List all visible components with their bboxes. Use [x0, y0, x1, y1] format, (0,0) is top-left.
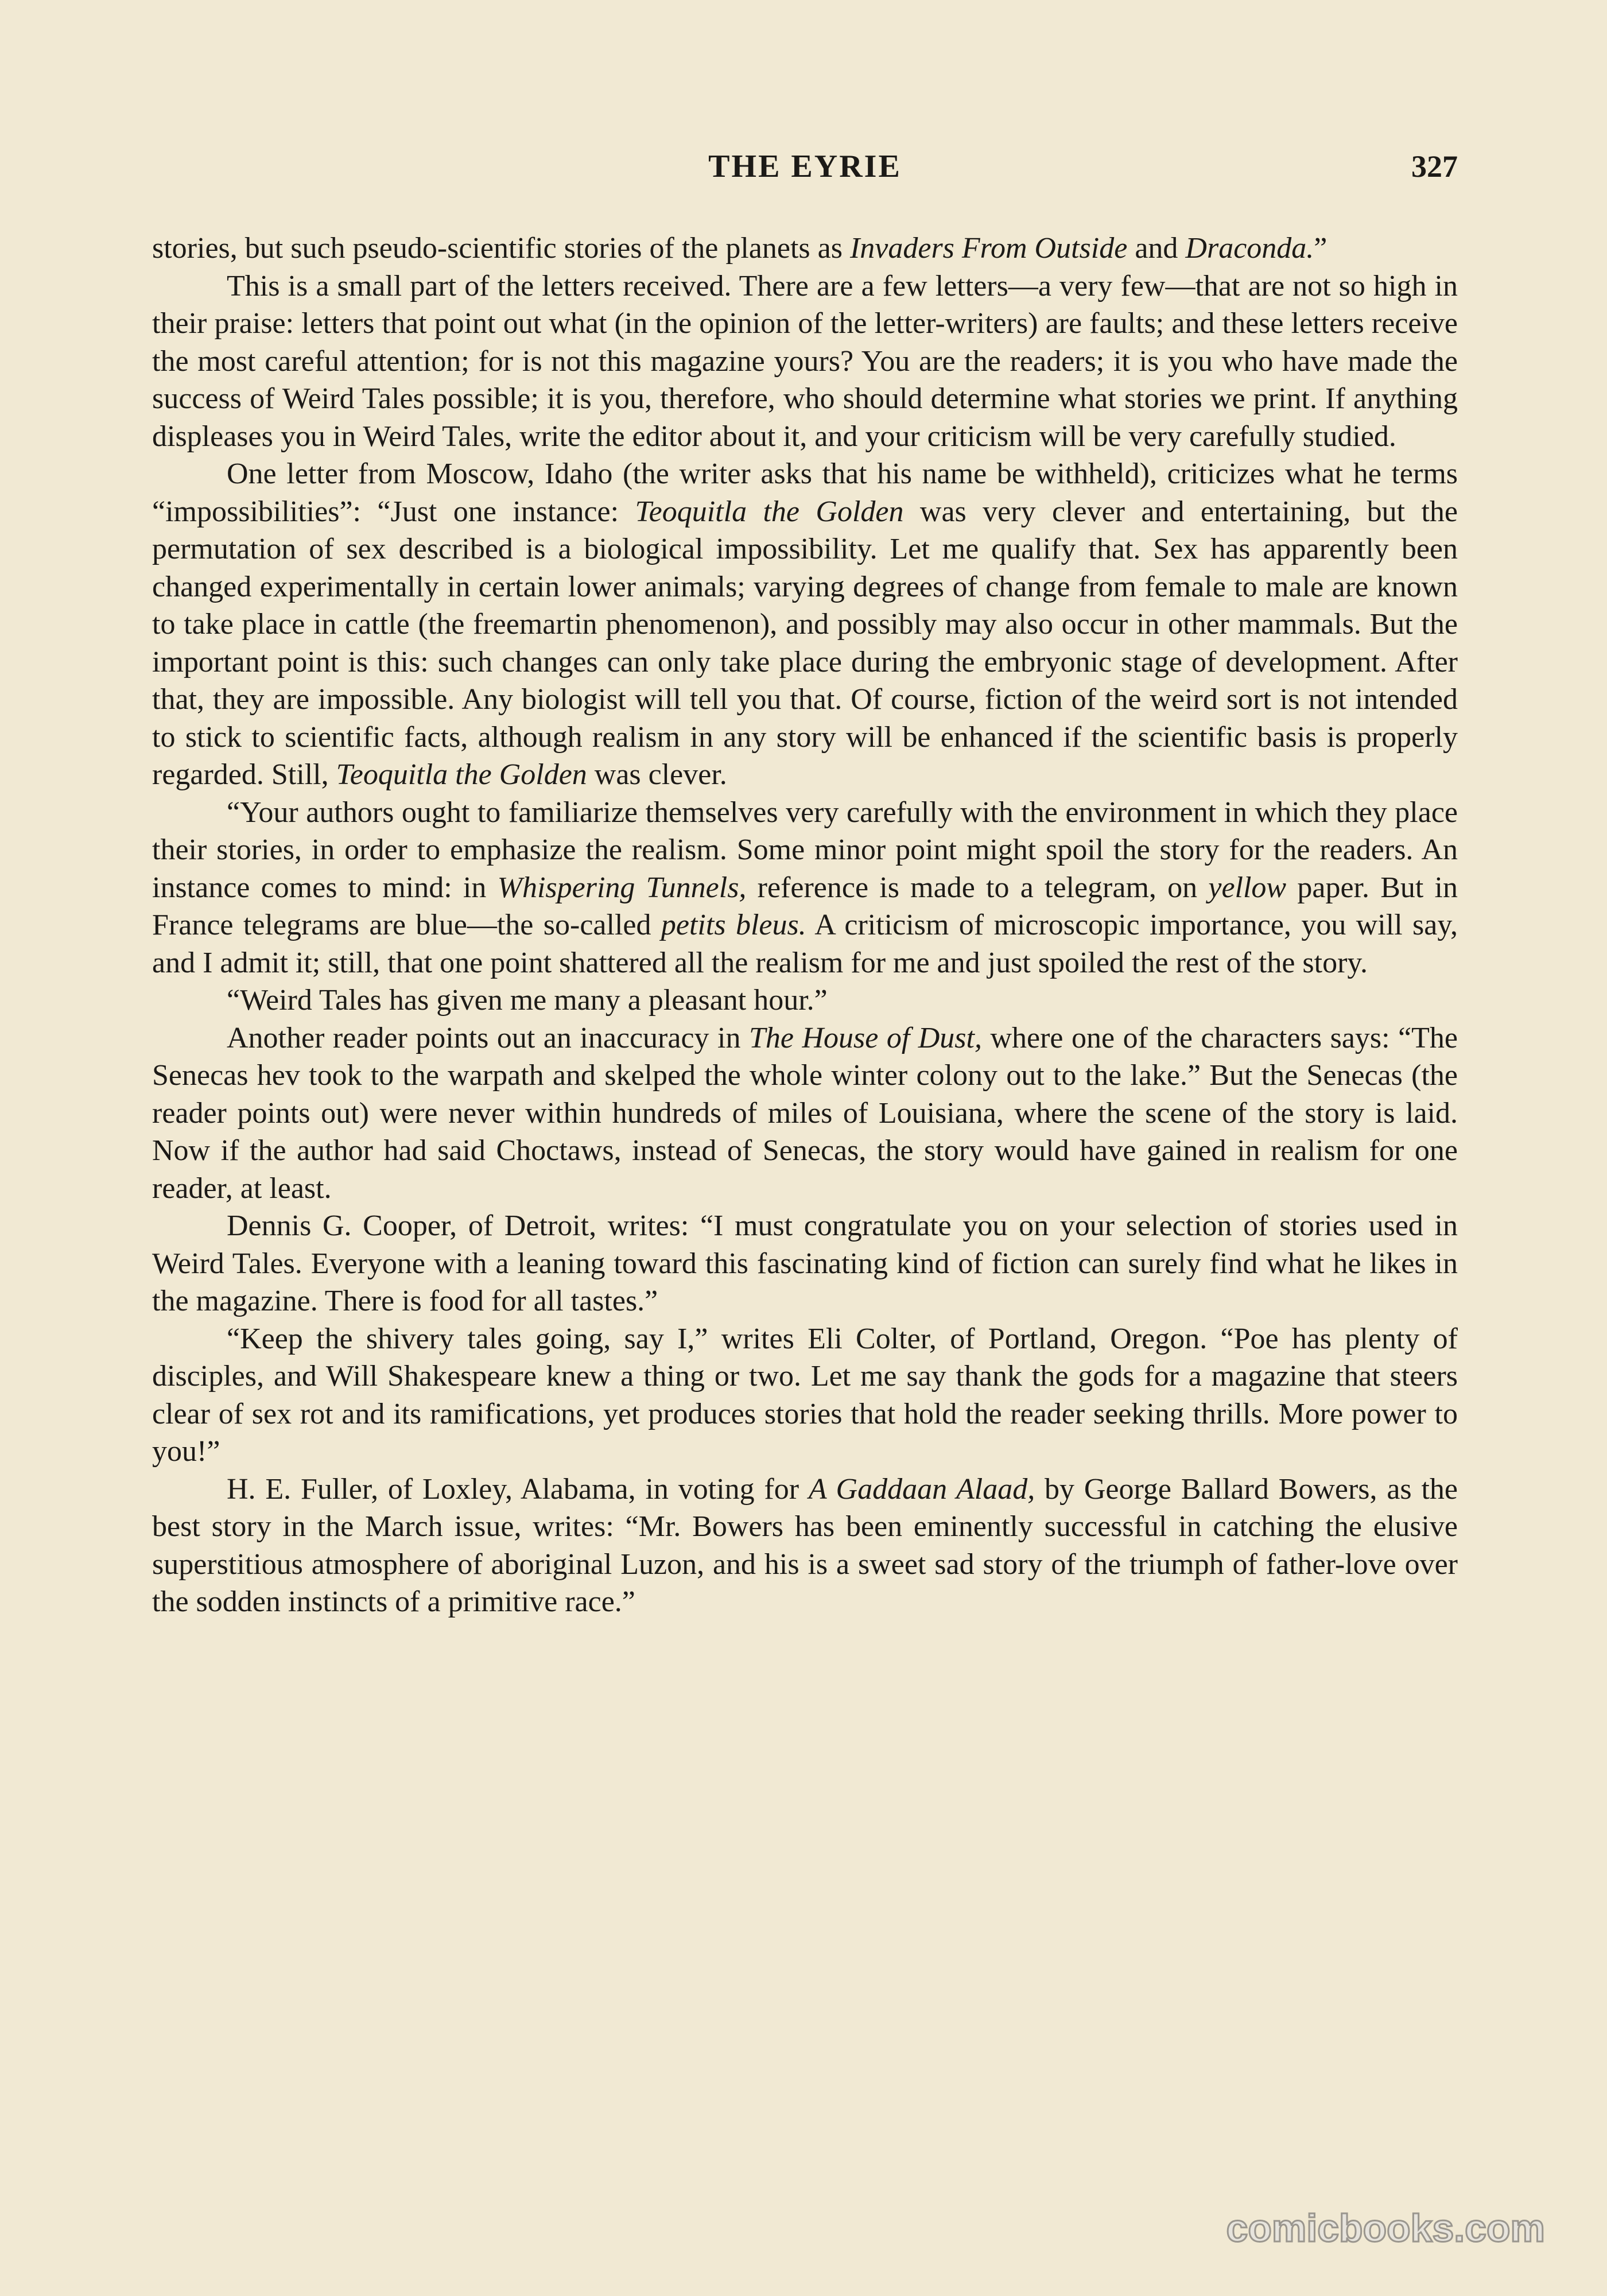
paragraph-house-of-dust [152, 1019, 1458, 1208]
paragraph-text: where one of the characters says: “The Senecas hev took to the warpath and skelped the whole winter colony out to the lake.” But the Senecas (the reader points out) were never within hundreds of miles of Louisiana, where the scene of the story is laid. Now if the author had said Choctaws, instead of Senecas, the story would have gained in realism for one reader, at least. [152, 1021, 1458, 1205]
paragraph-text: ” [1314, 232, 1327, 265]
italic-title-text: Invaders From Outside [849, 232, 1128, 265]
page-number: 327 [1411, 149, 1458, 184]
paragraph-moscow-letter [152, 455, 1458, 794]
paragraph-fuller-letter [152, 1471, 1458, 1621]
letters-column [152, 230, 1458, 2147]
watermark-text: comicbooks.com [1226, 2206, 1545, 2250]
italic-title-text: A Gaddaan Alaad, [808, 1472, 1035, 1506]
italic-title-text: The House of Dust, [748, 1021, 982, 1054]
italic-title-text: yellow [1208, 871, 1287, 904]
italic-title-text: Draconda. [1185, 232, 1314, 265]
paragraph-continuation [152, 230, 1458, 267]
paragraph-editorial-note [152, 267, 1458, 456]
paragraph-text: Another reader points out an inaccuracy in [227, 1021, 749, 1054]
paragraph-text: was clever. [587, 758, 727, 791]
paragraph-text: by George Ballard Bowers, as the best story in the March issue, writes: “Mr. Bowers has been eminently successful in catching the elusive superstitious atmosphere of aboriginal Luzon, and his is a sweet sad story of the triumph of father-love over the sodden instincts of a primitive race.” [152, 1472, 1458, 1618]
paragraph-text: and [1127, 232, 1186, 265]
site-watermark [1177, 2201, 1550, 2253]
paragraph-text: reference is made to a telegram, on [746, 871, 1209, 904]
paragraph-text: stories, but such pseudo-scientific stories of the planets as [152, 232, 850, 265]
paragraph-text: paper. But in France telegrams are blue—the so-called [152, 871, 1458, 941]
paragraph-text: “Your authors ought to familiarize themselves very carefully with the environment in which they place their stories, in order to emphasize the realism. Some minor point might spoil the story for the readers. An instance comes to mind: in [152, 796, 1458, 904]
paragraph-text: One letter from Moscow, Idaho (the writer asks that his name be withheld), criticizes what he terms “impossibilities”: “Just one instance: [152, 457, 1458, 528]
paragraph-colter-letter [152, 1320, 1458, 1471]
italic-title-text: Teoquitla the Golden [635, 495, 904, 528]
watermark-logo [1177, 2201, 1550, 2253]
paragraph-text: “Weird Tales has given me many a pleasant hour.” [227, 984, 828, 1017]
paragraph-text: H. E. Fuller, of Loxley, Alabama, in voting for [227, 1472, 809, 1506]
paragraph-text: Dennis G. Cooper, of Detroit, writes: “I must congratulate you on your selection of stories used in Weird Tales. Everyone with a leaning toward this fascinating kind of fiction can surely find what he likes in the magazine. There is food for all tastes.” [152, 1209, 1458, 1317]
paragraph-text: was very clever and entertaining, but the permutation of sex described is a biological impossibility. Let me qualify that. Sex has apparently been changed experimentally in certain lower animals; varying degrees of change from female to male are known to take place in cattle (the freemartin phenomenon), and possibly may also occur in other mammals. But the important point is this: such changes can only take place during the embryonic stage of development. After that, they are impossible. Any biologist will tell you that. Of course, fiction of the weird sort is not intended to stick to scientific facts, although realism in any story will be enhanced if the scientific basis is properly regarded. Still, [152, 495, 1458, 791]
italic-title-text: petits bleus. [661, 909, 806, 941]
italic-title-text: Whispering Tunnels, [497, 871, 747, 904]
running-title: THE EYRIE [708, 149, 902, 184]
paragraph-text: This is a small part of the letters received. There are a few letters—a very few—that are not so high in their praise: letters that point out what (in the opinion of the letter-writers) are faults; and these letters receive the most careful attention; for is not this magazine yours? You are the readers; it is you who have made the success of Weird Tales possible; it is you, therefore, who should determine what stories we print. If anything displeases you in Weird Tales, write the editor about it, and your criticism will be very carefully studied. [152, 269, 1458, 453]
running-head [152, 144, 1458, 189]
italic-title-text: Teoquitla the Golden [336, 758, 587, 791]
paragraph-text: “Keep the shivery tales going, say I,” writes Eli Colter, of Portland, Oregon. “Poe has plenty of disciples, and Will Shakespeare knew a thing or two. Let me say thank the gods for a magazine that steers clear of sex rot and its ramifications, yet produces stories that hold the reader seeking thrills. More power to you!” [152, 1322, 1458, 1468]
paragraph-cooper-letter [152, 1207, 1458, 1320]
paragraph-pleasant-hour [152, 982, 1458, 1019]
paragraph-text: A criticism of microscopic importance, you will say, and I admit it; still, that one point shattered all the realism for me and just spoiled the rest of the story. [152, 909, 1458, 979]
paragraph-authors-environment [152, 794, 1458, 982]
